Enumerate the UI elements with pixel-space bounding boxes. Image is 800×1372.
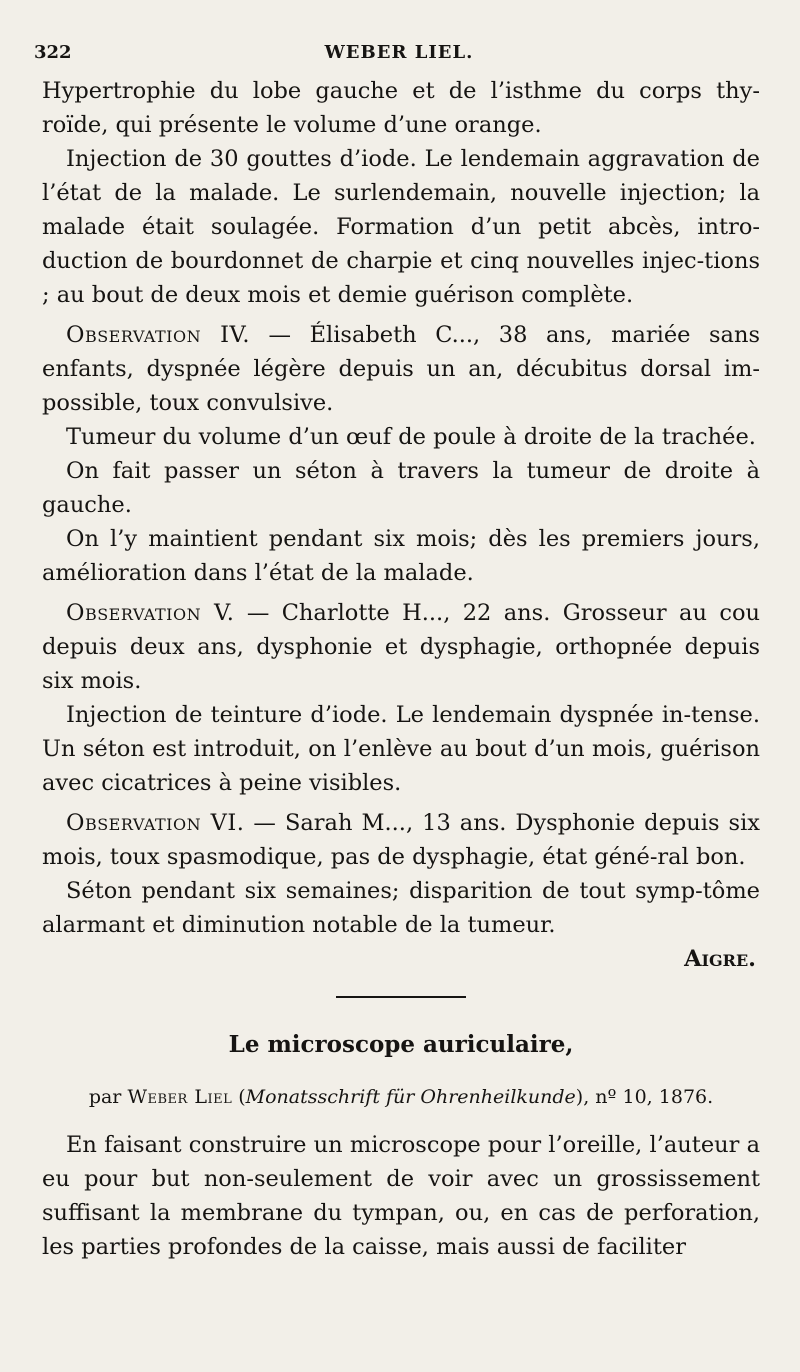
paragraph: Injection de 30 gouttes d’iode. Le lendemain aggravation de l’état de la malade. Le surlendemain, nouvelle injection; la malade était soulagée. Formation d’un petit abcès, intro-duction de bourdonnet de charpie et cinq nouvelles injec-tions ; au bout de deux mois et demie guérison complète. — [42, 146, 760, 308]
byline-issue: , nº 10, 1876. — [583, 1086, 714, 1108]
observation-label: Observation V. — [66, 600, 235, 626]
page-number: 322 — [34, 42, 72, 63]
byline-prefix: par — [88, 1086, 122, 1108]
byline-author: Weber Liel — [127, 1086, 233, 1108]
running-head — [34, 42, 764, 66]
article-title: Le microscope auriculaire, — [228, 1031, 574, 1058]
observation-5 — [42, 596, 760, 698]
observation-4 — [42, 318, 760, 420]
paragraph: Hypertrophie du lobe gauche et de l’isthme du corps thy-roïde, qui présente le volume d’une orange. — [42, 78, 760, 138]
paragraph: Séton pendant six semaines; disparition de tout symp-tôme alarmant et diminution notable de la tumeur. — [42, 878, 760, 938]
article-byline: par Weber Liel (Monatsschrift für Ohrenheilkunde), nº 10, 1876. — [88, 1086, 714, 1108]
paragraph: On fait passer un séton à travers la tumeur de droite à gauche. — [42, 458, 760, 518]
section-divider — [336, 996, 466, 998]
observation-text: — Charlotte H..., 22 ans. Grosseur au cou depuis deux ans, dysphonie et dysphagie, orthopnée depuis six mois. — [42, 600, 760, 694]
paragraph: On l’y maintient pendant six mois; dès les premiers jours, amélioration dans l’état de la malade. — [42, 526, 760, 586]
running-title: WEBER LIEL. — [324, 42, 474, 63]
paragraph: Injection de teinture d’iode. Le lendemain dyspnée in-tense. Un séton est introduit, on l’enlève au bout d’un mois, guérison avec cicatrices à peine visibles. — [42, 702, 760, 796]
observation-text: — Élisabeth C..., 38 ans, mariée sans enfants, dyspnée légère depuis un an, décubitus dorsal im-possible, toux convulsive. — [42, 322, 760, 416]
body-text — [42, 74, 760, 1264]
observation-label: Observation VI. — [66, 810, 245, 836]
observation-text: — Sarah M..., 13 ans. Dysphonie depuis six mois, toux spasmodique, pas de dysphagie, état géné-ral bon. — [42, 810, 760, 870]
signature: Aigre. — [684, 946, 756, 972]
observation-label: Observation IV. — [66, 322, 250, 348]
byline-journal: Monatsschrift für Ohrenheilkunde — [245, 1086, 576, 1108]
paragraph: En faisant construire un microscope pour l’oreille, l’auteur a eu pour but non-seulement de voir avec un grossissement suffisant la membrane du tympan, ou, en cas de perforation, les parties profondes de la caisse, mais aussi de faciliter — [42, 1132, 760, 1260]
observation-6 — [42, 806, 760, 874]
paragraph: Tumeur du volume d’un œuf de poule à droite de la trachée. — [66, 424, 756, 450]
